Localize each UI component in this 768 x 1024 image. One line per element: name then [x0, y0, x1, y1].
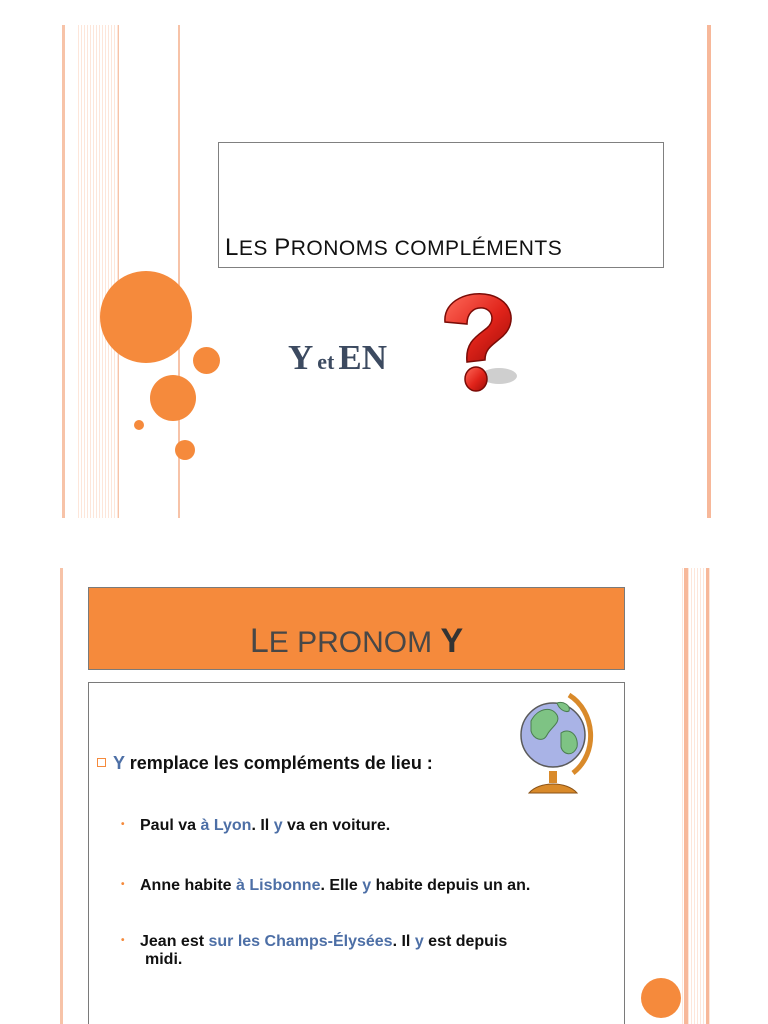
stripe-line — [684, 568, 688, 1024]
decor-circle-large — [100, 271, 192, 363]
content-slide — [60, 568, 712, 1024]
example-1: • Paul va à Lyon. Il y va en voiture. — [121, 817, 391, 834]
stripe-right — [707, 25, 711, 518]
stripe-band — [78, 25, 118, 518]
stripe-line — [706, 568, 709, 1024]
title-box — [218, 142, 664, 268]
slide-subtitle: Y et EN — [288, 338, 387, 377]
main-point: Y remplace les compléments de lieu : — [97, 753, 433, 774]
decor-circle — [193, 347, 220, 374]
bullet-icon: • — [121, 879, 125, 890]
slide-title: LES PRONOMS COMPLÉMENTS — [225, 234, 563, 261]
example-3-continuation: midi. — [145, 951, 183, 968]
stripe-thin-left — [62, 25, 65, 518]
stripe-left — [60, 568, 63, 1024]
decor-circle — [150, 375, 196, 421]
bullet-icon: • — [121, 935, 125, 946]
slide-header — [88, 587, 625, 670]
content-box — [88, 682, 625, 1024]
globe-icon — [517, 691, 599, 801]
decor-circle — [175, 440, 195, 460]
bullet-icon: • — [121, 819, 125, 830]
header-title: LE PRONOM Y — [249, 622, 464, 660]
stripe-line — [118, 25, 119, 518]
question-mark-icon — [435, 290, 545, 405]
square-bullet-icon — [97, 758, 106, 767]
title-slide — [60, 25, 712, 518]
example-2: • Anne habite à Lisbonne. Elle y habite depuis un an. — [121, 877, 531, 894]
decor-circle — [134, 420, 144, 430]
decor-circle — [641, 978, 681, 1018]
example-3: • Jean est sur les Champs-Élysées. Il y est depuis midi. — [121, 933, 508, 968]
